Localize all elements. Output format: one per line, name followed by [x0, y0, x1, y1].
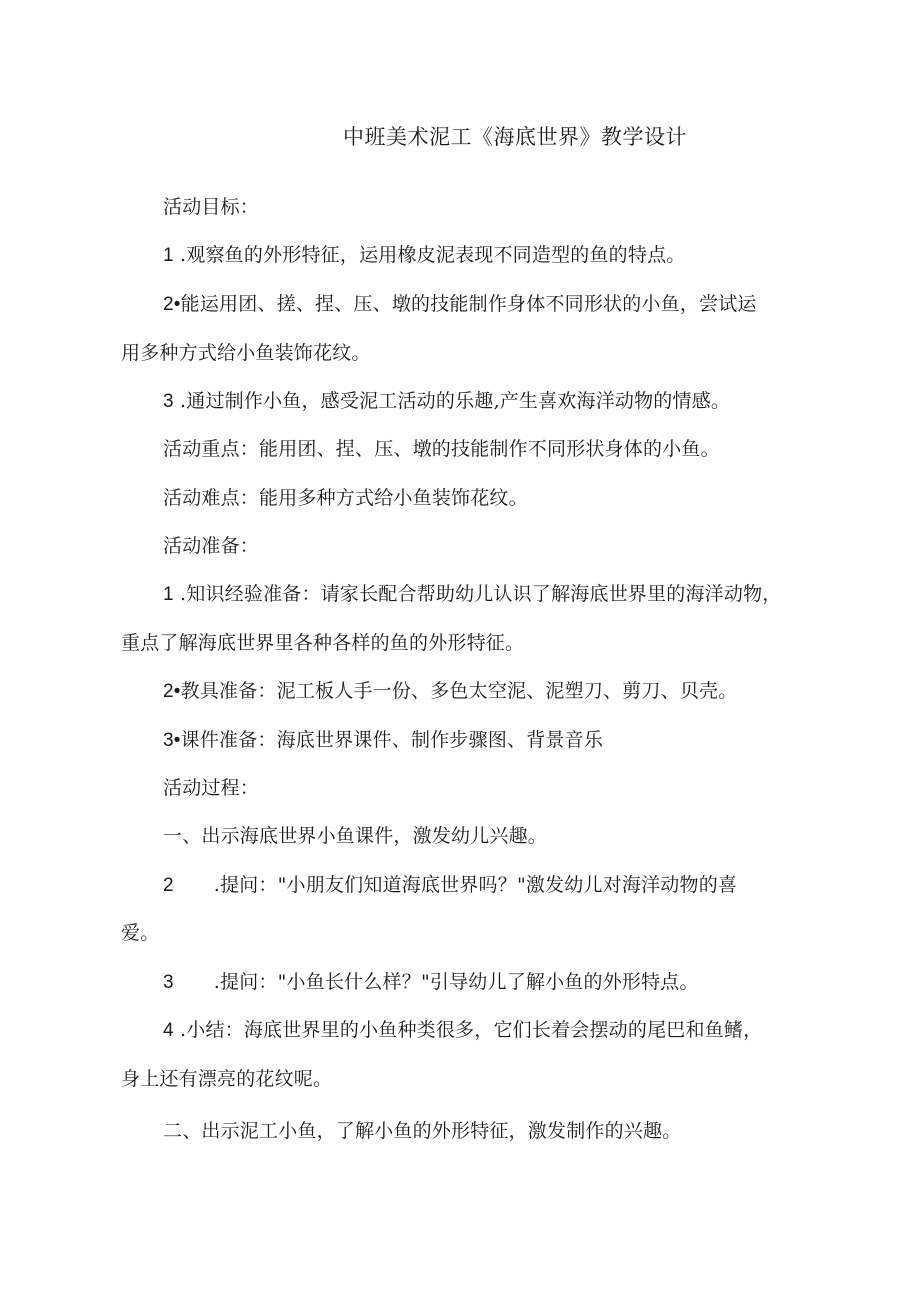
goal-item-1 [163, 243, 685, 268]
prep-item-3 [163, 728, 603, 753]
goal-item-3 [163, 389, 730, 414]
prep-item-1 [163, 582, 781, 607]
process-item-2 [163, 873, 737, 898]
goal-3-text: .通过制作小鱼，感受泥工活动的乐趣,产生喜欢海洋动物的情感。 [180, 390, 731, 412]
process-2-number: 2 [163, 875, 174, 896]
process-3-number: 3 [163, 972, 174, 993]
prep-3-text: 课件准备：海底世界课件、制作步骤图、背景音乐 [180, 729, 604, 751]
prep-2-number: 2• [163, 681, 181, 702]
prep-heading: 活动准备： [163, 535, 260, 557]
goal-3-number: 3 [163, 391, 174, 412]
prep-3-number: 3• [163, 730, 181, 751]
process-item-3 [163, 970, 699, 995]
prep-1-number: 1 [163, 584, 174, 605]
process-4-number: 4 [163, 1020, 174, 1041]
process-section-1: 一、出示海底世界小鱼课件，激发幼儿兴趣。 [163, 825, 548, 847]
process-2-text: .提问："小朋友们知道海底世界吗？"激发幼儿对海洋动物的喜 [213, 874, 738, 896]
process-2-continuation: 爱。 [121, 922, 160, 944]
prep-1-text: .知识经验准备：请家长配合帮助幼儿认识了解海底世界里的海洋动物， [180, 583, 782, 605]
goal-1-number: 1 [163, 245, 174, 266]
prep-2-text: 教具准备：泥工板人手一份、多色太空泥、泥塑刀、剪刀、贝壳。 [180, 680, 738, 702]
process-heading: 活动过程： [163, 777, 260, 799]
prep-item-2 [163, 679, 737, 704]
difficult-point: 活动难点：能用多种方式给小鱼装饰花纹。 [163, 487, 528, 509]
process-item-4 [163, 1018, 762, 1043]
goal-item-2 [163, 292, 757, 317]
process-4-continuation: 身上还有漂亮的花纹呢。 [121, 1068, 333, 1090]
key-point: 活动重点：能用团、捏、压、墩的技能制作不同形状身体的小鱼。 [163, 438, 720, 460]
goal-1-text: .观察鱼的外形特征，运用橡皮泥表现不同造型的鱼的特点。 [180, 244, 686, 266]
process-3-text: .提问："小鱼长什么样？"引导幼儿了解小鱼的外形特点。 [213, 971, 699, 993]
goals-heading: 活动目标： [163, 196, 260, 218]
prep-1-continuation: 重点了解海底世界里各种各样的鱼的外形特征。 [121, 632, 525, 654]
page-title: 中班美术泥工《海底世界》教学设计 [343, 125, 687, 149]
process-section-2: 二、出示泥工小鱼，了解小鱼的外形特征，激发制作的兴趣。 [163, 1120, 682, 1142]
process-4-text: .小结：海底世界里的小鱼种类很多，它们长着会摆动的尾巴和鱼鳍， [180, 1019, 763, 1041]
goal-2-number: 2• [163, 294, 181, 315]
goal-2-text: 能运用团、搓、捏、压、墩的技能制作身体不同形状的小鱼，尝试运 [180, 293, 757, 315]
goal-2-continuation: 用多种方式给小鱼装饰花纹。 [121, 342, 371, 364]
